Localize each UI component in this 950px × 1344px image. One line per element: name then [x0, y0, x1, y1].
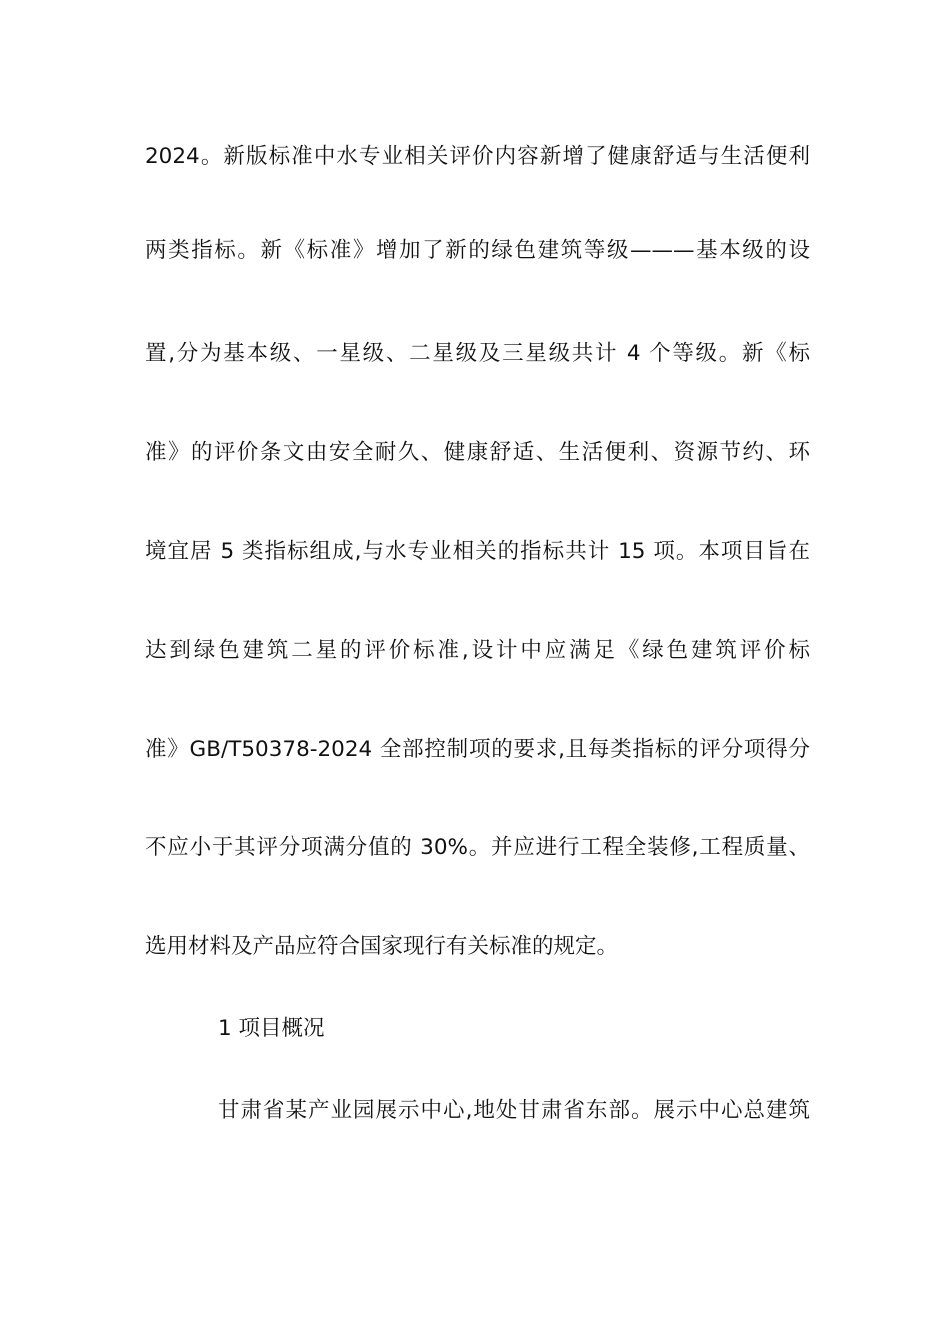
paragraph-line-5: 境宜居 5 类指标组成,与水专业相关的指标共计 15 项。本项目旨在 [145, 539, 810, 564]
paragraph-line-4: 准》的评价条文由安全耐久、健康舒适、生活便利、资源节约、环 [145, 440, 810, 465]
section-paragraph-line-1: 甘肃省某产业园展示中心,地处甘肃省东部。展示中心总建筑 [218, 1098, 810, 1123]
paragraph-line-3: 置,分为基本级、一星级、二星级及三星级共计 4 个等级。新《标 [145, 341, 810, 366]
paragraph-line-9: 选用材料及产品应符合国家现行有关标准的规定。 [145, 934, 619, 959]
paragraph-line-6: 达到绿色建筑二星的评价标准,设计中应满足《绿色建筑评价标 [145, 638, 810, 663]
paragraph-line-2: 两类指标。新《标准》增加了新的绿色建筑等级———基本级的设 [145, 238, 810, 263]
section-heading: 1 项目概况 [218, 1016, 325, 1041]
paragraph-line-8: 不应小于其评分项满分值的 30%。并应进行工程全装修,工程质量、 [145, 835, 810, 860]
paragraph-line-1: 2024。新版标准中水专业相关评价内容新增了健康舒适与生活便利 [145, 144, 810, 169]
paragraph-line-7: 准》GB/T50378-2024 全部控制项的要求,且每类指标的评分项得分 [145, 737, 810, 762]
